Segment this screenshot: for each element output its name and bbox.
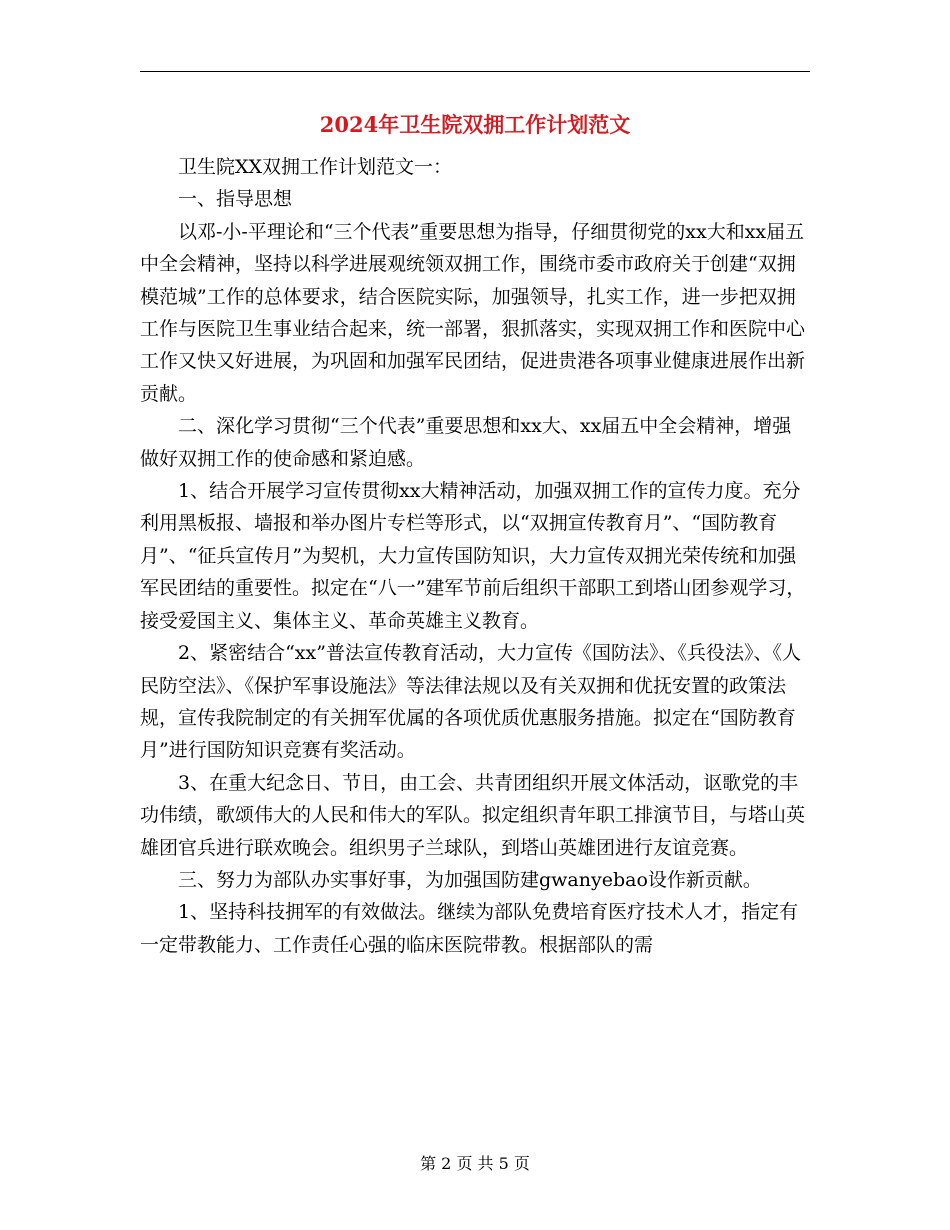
paragraph-item-4: 1、坚持科技拥军的有效做法。继续为部队免费培育医疗技术人才，指定有一定带教能力、工作责任心强的临床医院带教。根据部队的需 <box>140 901 799 956</box>
paragraph-heading-1: 一、指导思想 <box>178 188 293 211</box>
paragraph-item-2: 2、紧密结合“xx”普法宣传教育活动，大力宣传《国防法》、《兵役法》、《人民防空法》、《保护军事设施法》等法律法规以及有关双拥和优抚安置的政策法规，宣传我院制定的有关拥军优属的各项优质优惠服务措施。拟定在“国防教育月”进行国防知识竞赛有奖活动。 <box>140 642 801 762</box>
document-title: 2024年卫生院双拥工作计划范文 <box>319 112 631 137</box>
page-number-footer: 第 2 页 共 5 页 <box>420 1154 530 1173</box>
paragraph-subtitle: 卫生院XX双拥工作计划范文一： <box>178 156 453 178</box>
document-body <box>140 151 810 961</box>
header-rule <box>140 71 810 72</box>
paragraph-heading-2: 二、深化学习贯彻“三个代表”重要思想和xx大、xx届五中全会精神，增强做好双拥工作的使命感和紧迫感。 <box>140 415 792 470</box>
paragraph-item-1: 1、结合开展学习宣传贯彻xx大精神活动，加强双拥工作的宣传力度。充分利用黑板报、墙报和举办图片专栏等形式，以“双拥宣传教育月”、“国防教育月”、“征兵宣传月”为契机，大力宣传国防知识，大力宣传双拥光荣传统和加强军民团结的重要性。拟定在“八一”建军节前后组织干部职工到塔山团参观学习，接受爱国主义、集体主义、革命英雄主义教育。 <box>140 480 806 632</box>
paragraph-guiding-thought: 以邓-小-平理论和“三个代表”重要思想为指导，仔细贯彻党的xx大和xx届五中全会精神，坚持以科学进展观统领双拥工作，围绕市委市政府关于创建“双拥模范城”工作的总体要求，结合医院实际，加强领导，扎实工作，进一步把双拥工作与医院卫生事业结合起来，统一部署，狠抓落实，实现双拥工作和医院中心工作又快又好进展，为巩固和加强军民团结，促进贵港各项事业健康进展作出新贡献。 <box>140 220 806 405</box>
paragraph-item-3: 3、在重大纪念日、节日，由工会、共青团组织开展文体活动，讴歌党的丰功伟绩，歌颂伟大的人民和伟大的军队。拟定组织青年职工排演节目，与塔山英雄团官兵进行联欢晚会。组织男子兰球队，到塔山英雄团进行友谊竞赛。 <box>140 771 806 859</box>
paragraph-heading-3: 三、努力为部队办实事好事，为加强国防建gwanyebao设作新贡献。 <box>178 868 762 891</box>
